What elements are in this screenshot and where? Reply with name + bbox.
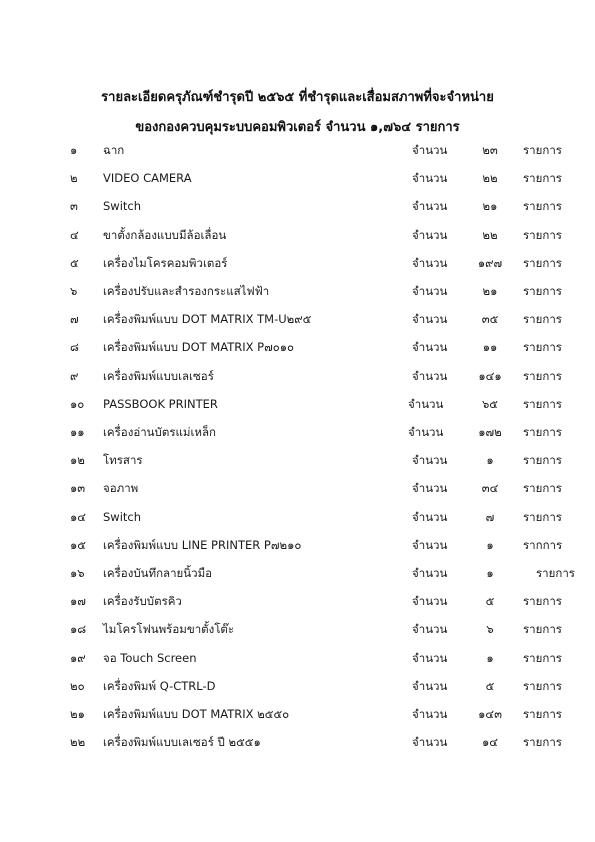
item-suffix: รายการ <box>536 566 575 580</box>
item-quantity: ๓๕ <box>481 312 499 327</box>
list-item <box>0 422 595 442</box>
list-item <box>0 225 595 245</box>
item-name: จอ Touch Screen <box>103 650 197 665</box>
item-name: โทรสาร <box>103 453 143 468</box>
item-number: ๗ <box>70 312 79 327</box>
item-name: ขาตั้งกล้องแบบมีล้อเลื่อน <box>103 227 227 242</box>
document-title-line-2: ของกองควบคุมระบบคอมพิวเตอร์ จำนวน ๑,๗๖๔ รายการ <box>135 120 460 135</box>
item-number: ๒๑ <box>70 707 85 721</box>
item-suffix: รายการ <box>523 509 562 524</box>
list-item <box>0 676 595 696</box>
unit-label: จำนวน <box>412 537 448 552</box>
item-name: เครื่องพิมพ์ Q-CTRL-D <box>103 678 216 693</box>
item-name: เครื่องพิมพ์แบบ DOT MATRIX P๗๐๑๐ <box>103 340 295 355</box>
item-number: ๕ <box>70 255 79 270</box>
unit-label: จำนวน <box>412 566 448 580</box>
item-quantity: ๑ <box>486 566 494 580</box>
unit-label: จำนวน <box>412 707 448 721</box>
unit-label: จำนวน <box>412 453 448 468</box>
item-name: ไมโครโฟนพร้อมขาตั้งโต๊ะ <box>103 622 235 637</box>
item-number: ๒๐ <box>70 678 85 693</box>
item-name: เครื่องพิมพ์แบบ LINE PRINTER P๗๒๑๐ <box>103 537 302 552</box>
item-suffix: รายการ <box>523 707 562 721</box>
item-suffix: รายการ <box>523 622 562 637</box>
item-suffix: รายการ <box>523 650 562 665</box>
item-number: ๙ <box>70 368 79 383</box>
item-quantity: ๖๕ <box>481 396 498 411</box>
item-name: เครื่องรับบัตรคิว <box>103 594 182 609</box>
item-number: ๑๐ <box>70 396 85 411</box>
item-suffix: รายการ <box>523 227 562 242</box>
list-item <box>0 507 595 527</box>
unit-label: จำนวน <box>412 171 448 186</box>
unit-label: จำนวน <box>408 425 444 439</box>
item-number: ๑๑ <box>70 425 85 439</box>
item-suffix: รายการ <box>523 453 562 468</box>
item-name: เครื่องพิมพ์แบบ DOT MATRIX TM-U๒๙๕ <box>103 312 312 327</box>
list-item <box>0 253 595 273</box>
item-suffix: รายการ <box>523 171 562 186</box>
item-suffix: รายการ <box>523 199 562 214</box>
list-item <box>0 591 595 611</box>
unit-label: จำนวน <box>412 678 448 693</box>
list-item <box>0 140 595 160</box>
unit-label: จำนวน <box>412 594 448 609</box>
list-item <box>0 732 595 752</box>
item-quantity: ๑ <box>486 537 494 552</box>
item-suffix: รายการ <box>523 340 562 355</box>
item-suffix: รายการ <box>523 594 562 609</box>
item-suffix: รายการ <box>523 735 562 750</box>
unit-label: จำนวน <box>412 284 448 298</box>
item-quantity: ๑๗๒ <box>478 425 502 439</box>
item-suffix: รายการ <box>523 284 562 298</box>
item-quantity: ๑๑ <box>482 340 498 355</box>
list-item <box>0 281 595 301</box>
item-quantity: ๑ <box>486 650 494 665</box>
item-quantity: ๖ <box>486 622 494 637</box>
item-quantity: ๒๒ <box>482 171 498 186</box>
unit-label: จำนวน <box>412 481 448 496</box>
document-title-line-1: รายละเอียดครุภัณฑ์ชำรุดปี ๒๕๖๕ ที่ชำรุดและเสื่อมสภาพที่จะจำหน่าย <box>101 90 494 105</box>
unit-label: จำนวน <box>412 735 448 750</box>
unit-label: จำนวน <box>412 509 448 524</box>
item-number: ๔ <box>70 227 79 242</box>
item-suffix: รายการ <box>523 368 562 383</box>
item-number: ๑๘ <box>70 622 87 637</box>
item-number: ๒ <box>70 171 78 186</box>
item-number: ๑๓ <box>70 481 86 496</box>
item-number: ๑๕ <box>70 537 87 552</box>
item-number: ๒๒ <box>70 735 86 750</box>
item-number: ๑ <box>70 143 78 157</box>
item-name: Switch <box>103 509 142 524</box>
item-quantity: ๒๑ <box>482 199 498 214</box>
item-suffix: รายการ <box>523 255 562 270</box>
list-item <box>0 704 595 724</box>
unit-label: จำนวน <box>412 199 448 214</box>
list-item <box>0 619 595 639</box>
item-quantity: ๑๔๑ <box>478 368 502 383</box>
item-suffix: รากการ <box>523 537 563 552</box>
list-item <box>0 535 595 555</box>
unit-label: จำนวน <box>412 255 448 270</box>
item-quantity: ๕ <box>485 678 495 693</box>
list-item <box>0 648 595 668</box>
item-number: ๑๗ <box>70 594 86 609</box>
list-item <box>0 478 595 498</box>
unit-label: จำนวน <box>412 622 448 637</box>
item-name: เครื่องอ่านบัตรแม่เหล็ก <box>103 425 217 439</box>
item-suffix: รายการ <box>523 481 562 496</box>
item-name: PASSBOOK PRINTER <box>103 396 218 411</box>
unit-label: จำนวน <box>412 650 448 665</box>
item-name: เครื่องพิมพ์แบบเลเซอร์ ปี ๒๕๕๑ <box>103 735 261 750</box>
item-quantity: ๒๓ <box>482 143 498 157</box>
item-name: เครื่องไมโครคอมพิวเตอร์ <box>103 255 228 270</box>
item-name: เครื่องปรับและสำรองกระแสไฟฟ้า <box>103 284 270 298</box>
item-quantity: ๗ <box>485 509 495 524</box>
list-item <box>0 337 595 357</box>
item-name: เครื่องบันทึกลายนิ้วมือ <box>103 566 213 580</box>
item-quantity: ๒๒ <box>482 227 498 242</box>
item-suffix: รายการ <box>523 143 562 157</box>
unit-label: จำนวน <box>412 312 448 327</box>
item-number: ๖ <box>70 284 78 298</box>
list-item <box>0 394 595 414</box>
item-name: เครื่องพิมพ์แบบเลเซอร์ <box>103 368 214 383</box>
list-item <box>0 168 595 188</box>
list-item <box>0 309 595 329</box>
item-suffix: รายการ <box>523 312 562 327</box>
item-suffix: รายการ <box>523 396 562 411</box>
unit-label: จำนวน <box>412 143 448 157</box>
item-number: ๘ <box>70 340 79 355</box>
item-quantity: ๒๑ <box>482 284 498 298</box>
item-name: VIDEO CAMERA <box>103 171 192 186</box>
item-suffix: รายการ <box>523 425 562 439</box>
item-suffix: รายการ <box>523 678 562 693</box>
list-item <box>0 196 595 216</box>
item-name: เครื่องพิมพ์แบบ DOT MATRIX ๒๕๕๐ <box>103 707 290 721</box>
item-quantity: ๑๙๗ <box>477 255 503 270</box>
list-item <box>0 563 595 583</box>
item-number: ๑๔ <box>70 509 87 524</box>
item-number: ๑๖ <box>70 566 85 580</box>
item-quantity: ๑๔ <box>481 735 498 750</box>
item-quantity: ๓๔ <box>481 481 499 496</box>
unit-label: จำนวน <box>408 396 444 411</box>
item-number: ๑๒ <box>70 453 85 468</box>
item-name: Switch <box>103 199 142 214</box>
item-name: จอภาพ <box>103 481 139 496</box>
item-number: ๓ <box>70 199 78 214</box>
item-name: ฉาก <box>103 143 125 157</box>
item-number: ๑๙ <box>70 650 86 665</box>
unit-label: จำนวน <box>412 227 448 242</box>
unit-label: จำนวน <box>412 340 448 355</box>
list-item <box>0 366 595 386</box>
unit-label: จำนวน <box>412 368 448 383</box>
item-quantity: ๑ <box>486 453 494 468</box>
list-item <box>0 450 595 470</box>
item-quantity: ๕ <box>485 594 495 609</box>
item-quantity: ๑๔๓ <box>478 707 502 721</box>
